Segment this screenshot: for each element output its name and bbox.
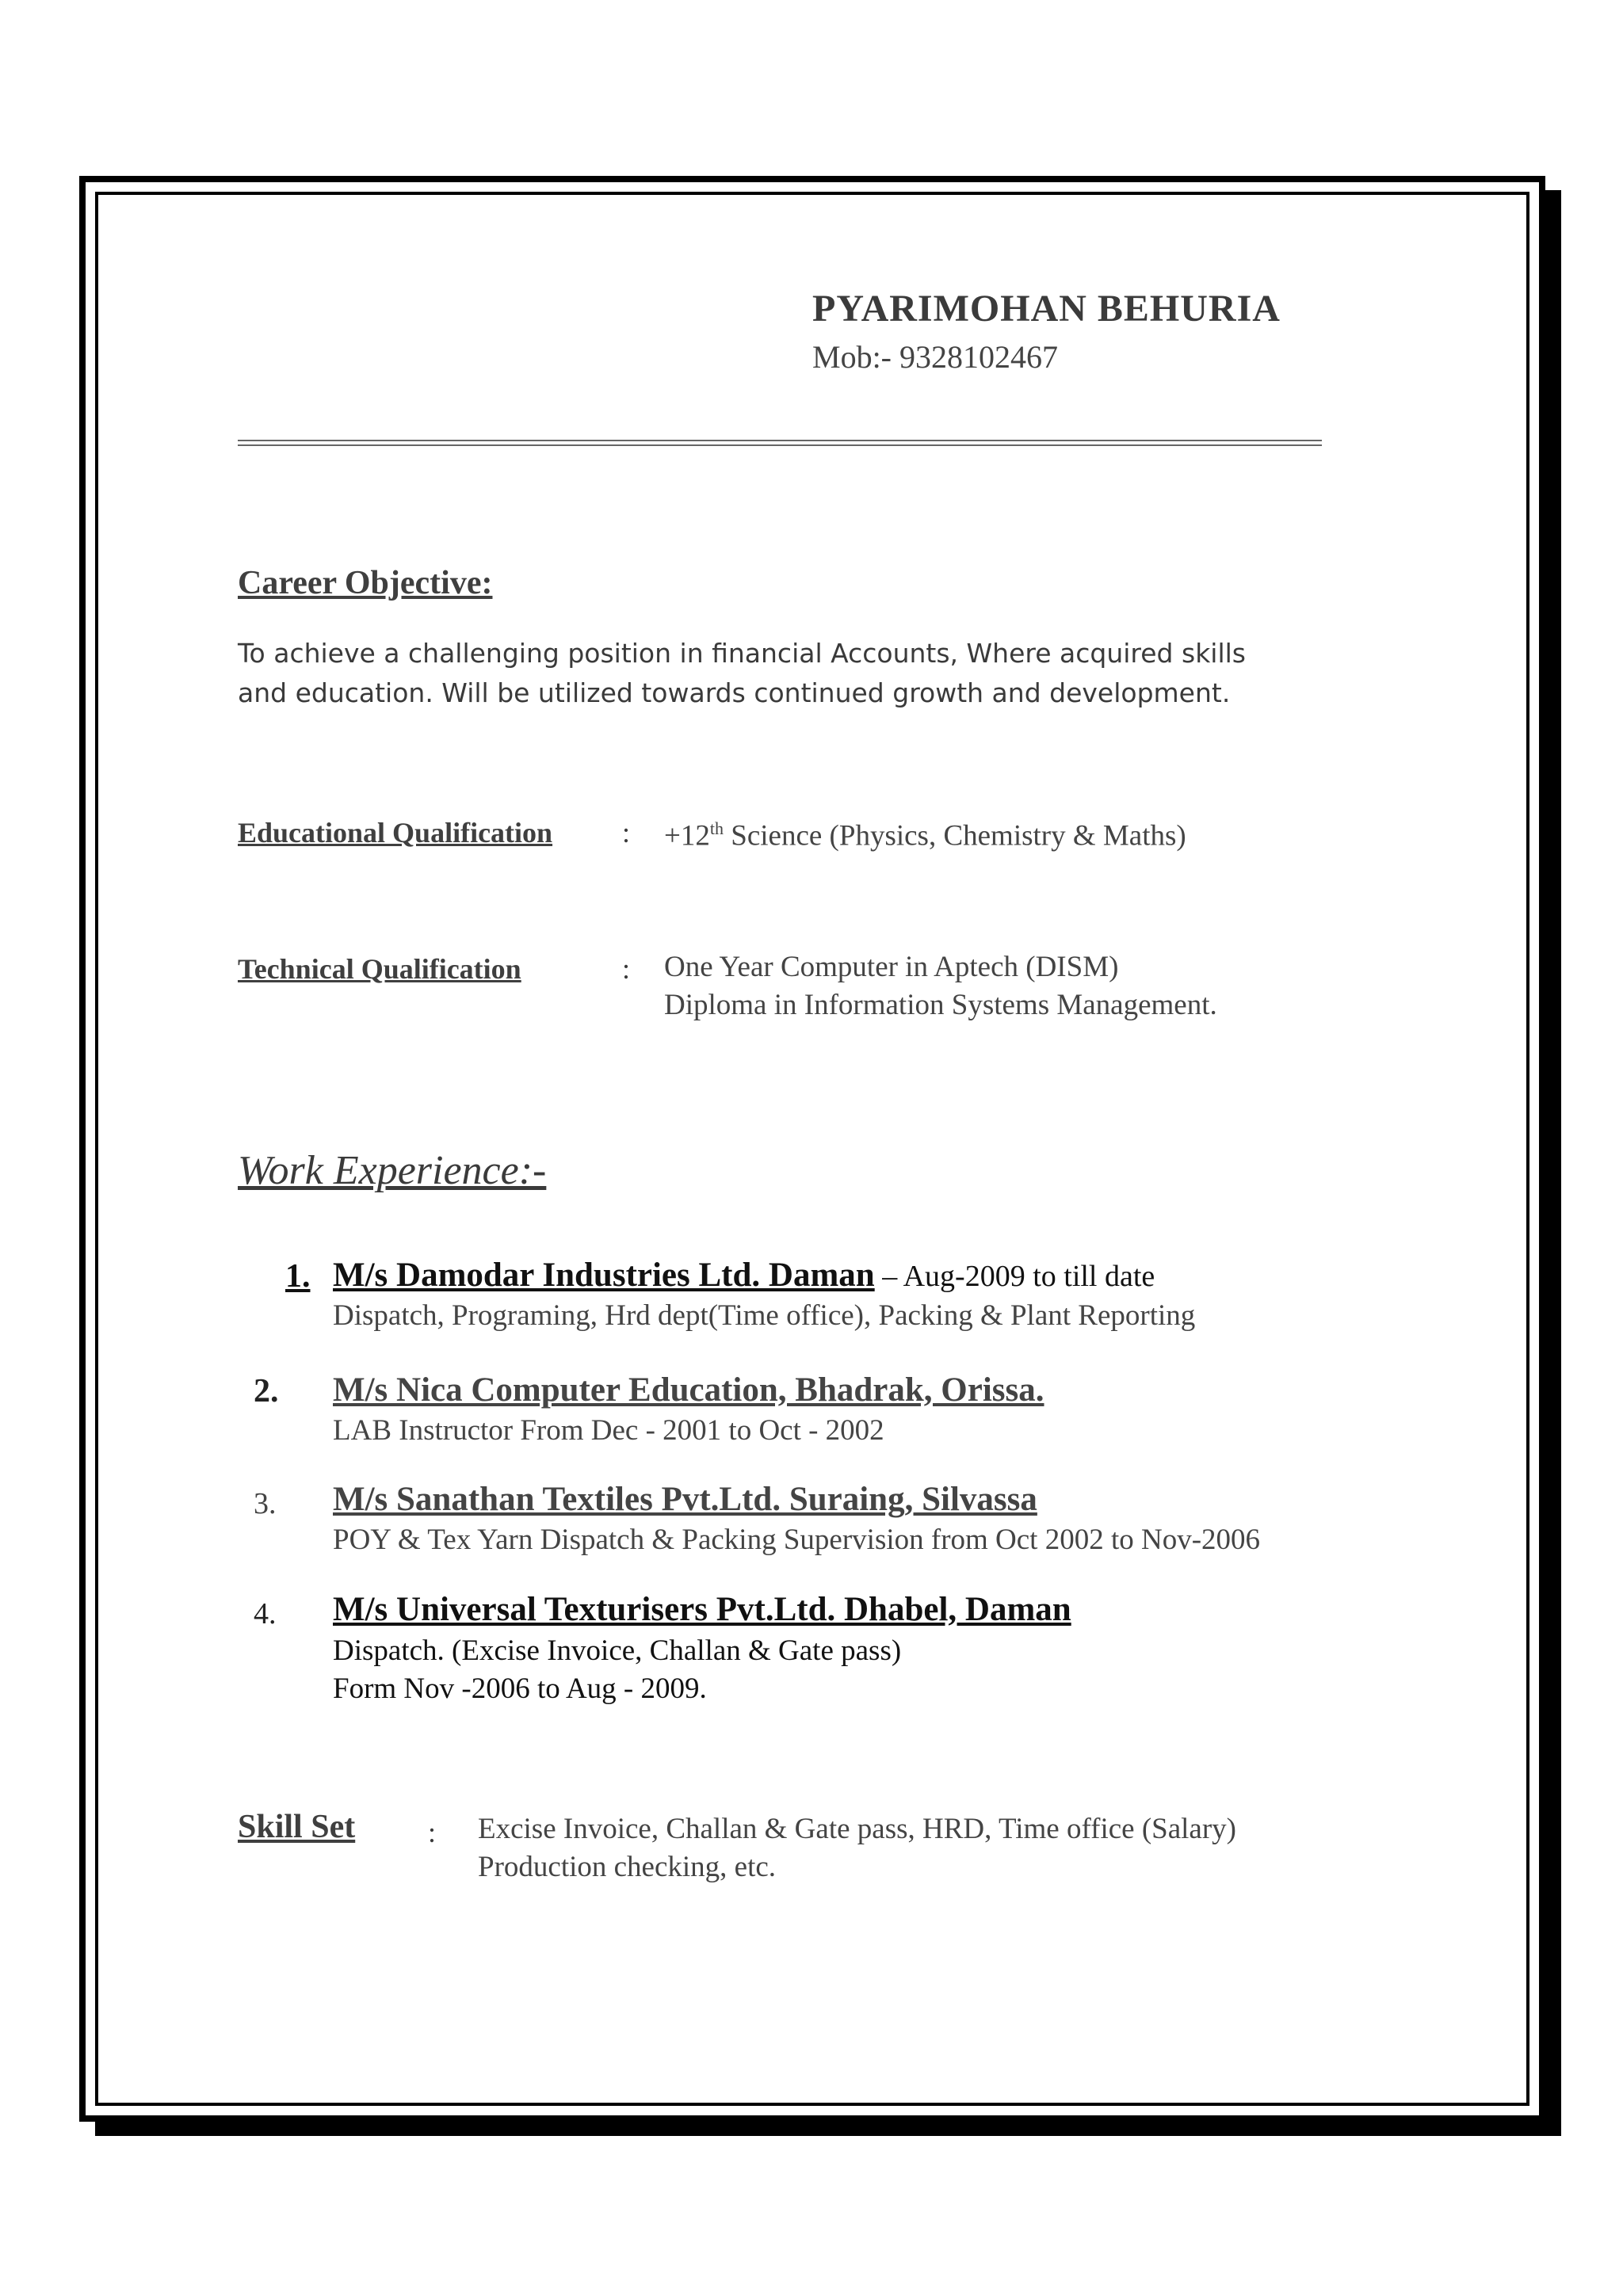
candidate-name: PYARIMOHAN BEHURIA	[812, 288, 1281, 330]
job-description: POY & Tex Yarn Dispatch & Packing Supervision from Oct 2002 to Nov-2006	[333, 1524, 1261, 1556]
work-experience-heading: Work Experience:-	[238, 1148, 547, 1193]
career-objective-text	[238, 634, 1363, 713]
skill-set-line: Excise Invoice, Challan & Gate pass, HRD, Time office (Salary)	[478, 1813, 1236, 1845]
job-number: 3.	[254, 1487, 277, 1520]
skill-set-value	[478, 1810, 1508, 1886]
job-heading	[333, 1590, 1071, 1629]
edu-rest: Science (Physics, Chemistry & Maths)	[724, 819, 1186, 852]
job-heading	[333, 1480, 1037, 1519]
skill-set-line: Production checking, etc.	[478, 1851, 777, 1883]
header-divider	[238, 440, 1322, 446]
job-company: M/s Damodar Industries Ltd. Daman	[333, 1257, 875, 1294]
technical-qualification-line: One Year Computer in Aptech (DISM)	[664, 951, 1119, 983]
job-heading	[333, 1371, 1044, 1409]
job-company: M/s Nica Computer Education, Bhadrak, Orissa.	[333, 1371, 1044, 1409]
job-description	[333, 1632, 901, 1708]
job-number: 2.	[254, 1373, 279, 1409]
career-objective-line: To achieve a challenging position in financial Accounts, Where acquired skills	[238, 638, 1246, 669]
job-heading	[333, 1256, 1155, 1295]
job-description-line: Dispatch. (Excise Invoice, Challan & Gate pass)	[333, 1634, 902, 1667]
mobile-number: Mob:- 9328102467	[812, 339, 1058, 375]
job-company: M/s Universal Texturisers Pvt.Ltd. Dhabel, Daman	[333, 1591, 1071, 1628]
educational-qualification-value	[664, 810, 1186, 855]
educational-qualification-label: Educational Qualification	[238, 817, 553, 849]
career-objective-heading: Career Objective:	[238, 565, 493, 601]
educational-qualification-colon: :	[622, 817, 631, 849]
job-description: Dispatch, Programing, Hrd dept(Time office), Packing & Plant Reporting	[333, 1299, 1196, 1332]
skill-set-colon: :	[428, 1817, 437, 1848]
technical-qualification-value	[664, 948, 1217, 1024]
job-description: LAB Instructor From Dec - 2001 to Oct - 2002	[333, 1414, 884, 1447]
technical-qualification-line: Diploma in Information Systems Management.	[664, 989, 1217, 1021]
job-company: M/s Sanathan Textiles Pvt.Ltd. Suraing, Silvassa	[333, 1481, 1037, 1518]
skill-set-label: Skill Set	[238, 1809, 356, 1845]
job-period: – Aug-2009 to till date	[874, 1260, 1155, 1293]
technical-qualification-colon: :	[622, 953, 631, 985]
career-objective-line: and education. Will be utilized towards continued growth and development.	[238, 677, 1231, 708]
edu-superscript: th	[709, 818, 724, 838]
technical-qualification-label: Technical Qualification	[238, 953, 521, 985]
job-description-line: Form Nov -2006 to Aug - 2009.	[333, 1672, 707, 1705]
edu-prefix: +12	[664, 819, 710, 852]
job-number: 1.	[285, 1258, 311, 1295]
job-number: 4.	[254, 1597, 277, 1630]
